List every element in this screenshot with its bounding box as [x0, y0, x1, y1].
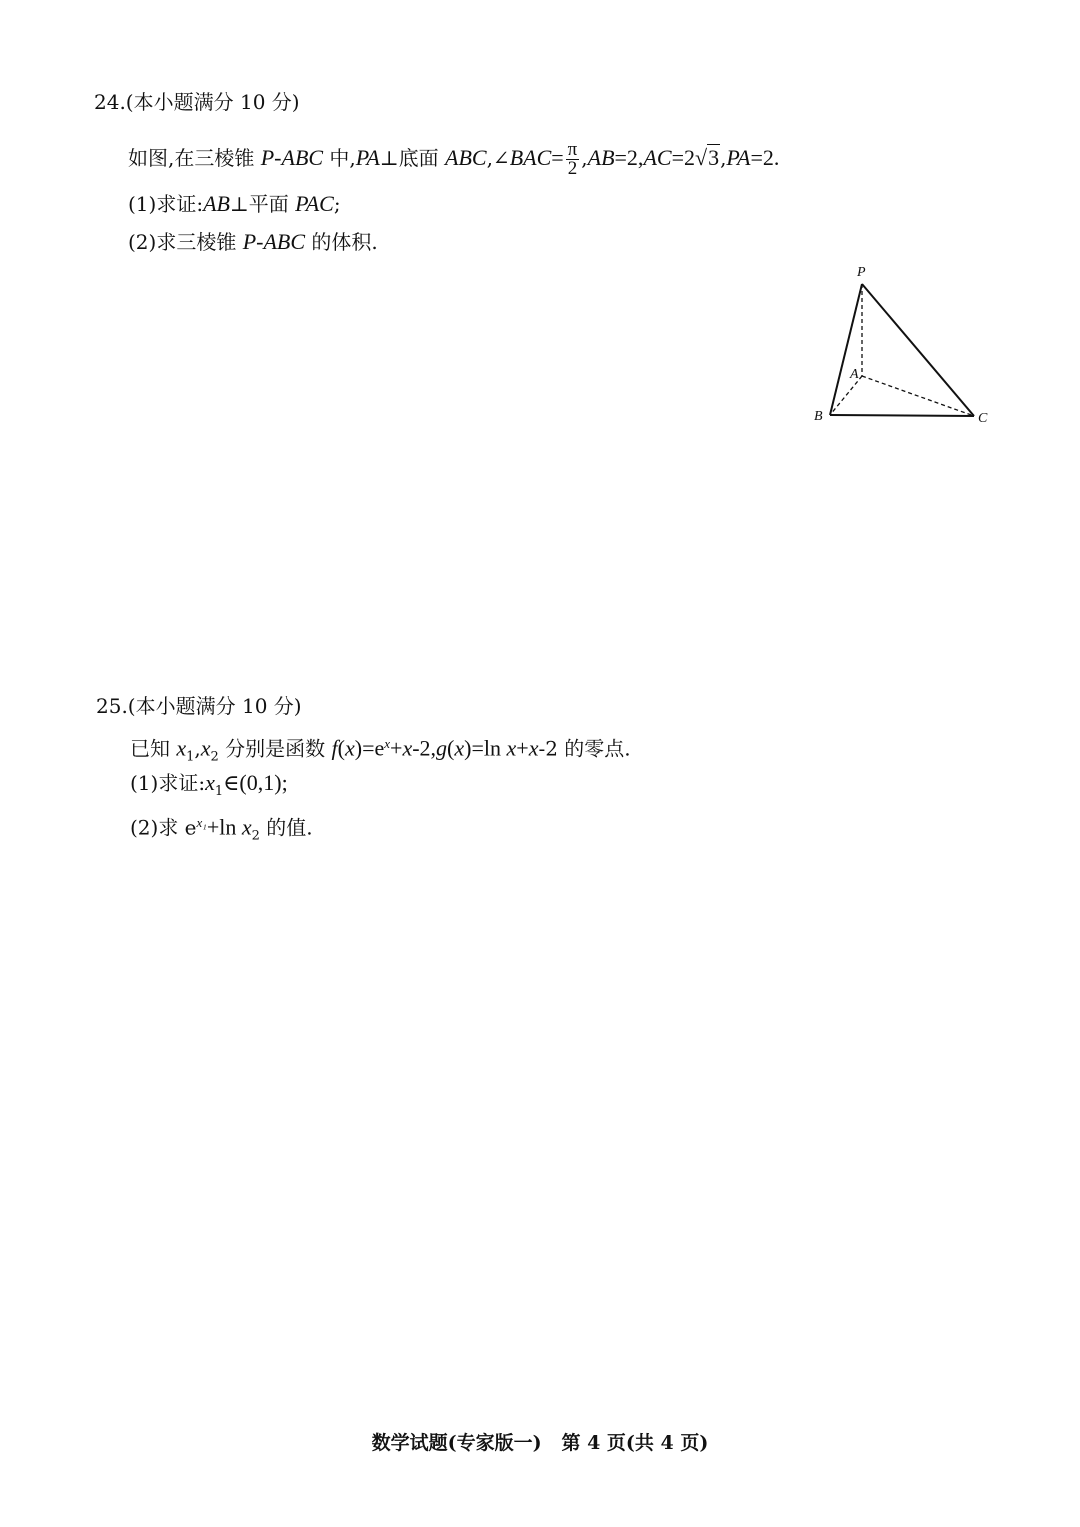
q24-part2: (2)求三棱锥 P-ABC 的体积. — [128, 229, 378, 254]
sqrt-3: √3 — [694, 145, 720, 170]
label-B: B — [814, 409, 823, 424]
q25-part1: (1)求证$:x_1\in(0,1)$; — [130, 770, 288, 799]
edge-PB — [830, 284, 862, 415]
pi-over-2-fraction: $\frac{\pi}{2}$ — [567, 139, 578, 179]
edge-BC — [830, 415, 974, 416]
q24-part1: (1)求证:AB⊥平面 PAC; — [128, 191, 341, 216]
pyramid-figure — [800, 260, 1000, 430]
q25-stem: 已知 $x_1,x_2$ 分别是函数 $f(x)=e^x+x-2,g(x)=\ln$ x+x-2 的零点. — [130, 735, 631, 765]
label-C: C — [978, 411, 988, 426]
q25-header: 25.(本小题满分 10 分) — [96, 694, 302, 718]
q24-header: 24.(本小题满分 10 分) — [94, 90, 300, 114]
page-footer: 数学试题(专家版一) 第 4 页(共 4 页) — [371, 1432, 709, 1454]
q24-stem: 如图,在三棱锥 P-ABC 中,PA⊥底面 ABC,∠BAC= $\frac{\pi}{2}$ ,AB=2,AC=2√3,PA=2. — [128, 139, 780, 179]
label-A: A — [850, 367, 859, 382]
q25-part2: (2)求 $e^{x_1}+\ln$ $x_2$ 的值. — [130, 814, 313, 844]
label-P: P — [857, 265, 866, 280]
